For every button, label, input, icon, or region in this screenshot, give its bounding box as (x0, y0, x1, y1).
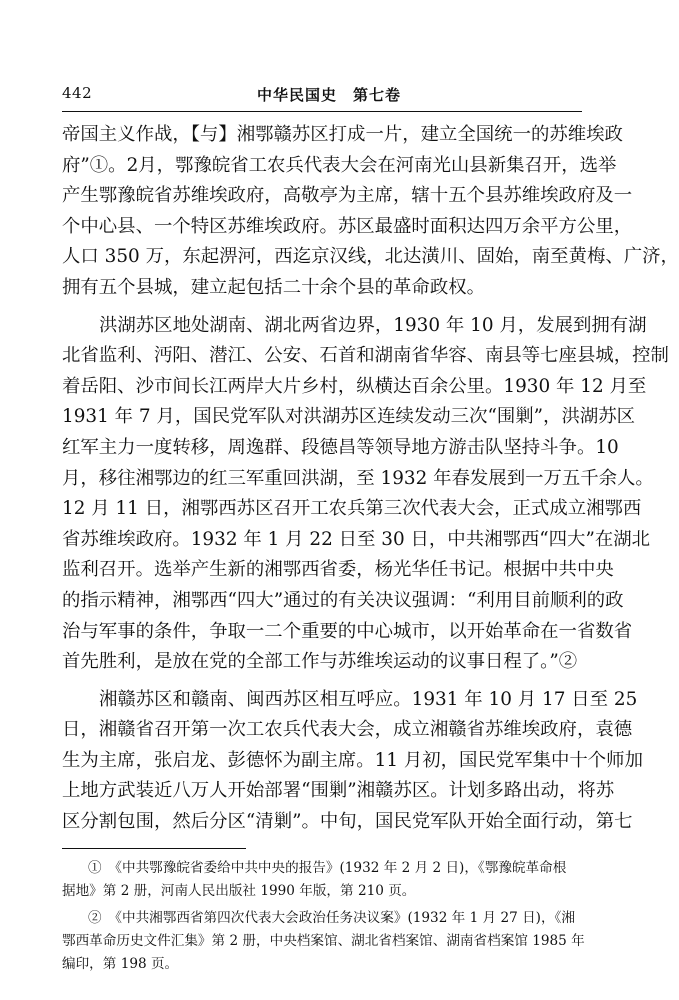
text-line: 1931 年 7 月，国民党军队对洪湖苏区连续发动三次“围剿”，洪湖苏区 (62, 406, 636, 428)
text-line: 12 月 11 日，湘鄂西苏区召开工农兵第三次代表大会，正式成立湘鄂西 (62, 498, 642, 520)
text-line: 红军主力一度转移，周逸群、段德昌等领导地方游击队坚持斗争。10 (62, 436, 619, 458)
footnotes (62, 857, 585, 976)
text-line: 月，移往湘鄂边的红三军重回洪湖，至 1932 年春发展到一万五千余人。 (62, 467, 654, 489)
text-line: 区分割包围，然后分区“清剿”。中旬，国民党军队开始全面行动，第七 (62, 811, 633, 833)
footnote-line: 鄂西革命历史文件汇集》第 2 册，中央档案馆、湖北省档案馆、湖南省档案馆 1985 年 (62, 933, 585, 949)
text-line: 着岳阳、沙市间长江两岸大片乡村，纵横达百余公里。1930 年 12 月至 (62, 375, 647, 397)
text-line: 帝国主义作战，【与】湘鄂赣苏区打成一片，建立全国统一的苏维埃政 (62, 124, 623, 145)
text-line: 生为主席，张启龙、彭德怀为副主席。11 月初，国民党军集中十个师加 (62, 749, 643, 771)
body-text (62, 120, 679, 838)
header-rule (62, 111, 582, 112)
text-line: 个中心县、一个特区苏维埃政府。苏区最盛时面积达四万余平方公里， (62, 215, 633, 237)
text-line: 的指示精神，湘鄂西“四大”通过的有关决议强调：“利用目前顺利的政 (62, 589, 624, 611)
page-number: 442 (62, 84, 93, 102)
text-line: 洪湖苏区地处湖南、湖北两省边界，1930 年 10 月，发展到拥有湖 (99, 314, 647, 336)
text-line: 治与军事的条件，争取一二个重要的中心城市，以开始革命在一省数省 (62, 620, 633, 642)
running-title: 中华民国史 第七卷 (257, 86, 402, 104)
footnote-line: ② 《中共湘鄂西省第四次代表大会政治任务决议案》(1932 年 1 月 27 日)，《湘 (88, 910, 575, 926)
text-line: 府”①。2月，鄂豫皖省工农兵代表大会在河南光山县新集召开，选举 (62, 154, 617, 176)
text-line: 监利召开。选举产生新的湘鄂西省委，杨光华任书记。根据中共中央 (62, 559, 614, 581)
text-line: 北省监利、沔阳、潜江、公安、石首和湖南省华容、南县等七座县城，控制 (62, 345, 669, 367)
text-line: 首先胜利，是放在党的全部工作与苏维埃运动的议事日程了。”② (62, 651, 578, 673)
text-line: 上地方武装近八万人开始部署“围剿”湘赣苏区。计划多路出动，将苏 (62, 780, 615, 802)
text-line: 省苏维埃政府。1932 年 1 月 22 日至 30 日，中共湘鄂西“四大”在湖北 (62, 528, 651, 550)
footnote-line: ① 《中共鄂豫皖省委给中共中央的报告》(1932 年 2 月 2 日)，《鄂豫皖革命根 (88, 860, 567, 876)
text-line: 日，湘赣省召开第一次工农兵代表大会，成立湘赣省苏维埃政府，袁德 (62, 719, 633, 741)
text-line: 产生鄂豫皖省苏维埃政府，高敬亭为主席，辖十五个县苏维埃政府及一 (62, 185, 633, 207)
footnote-line: 据地》第 2 册，河南人民出版社 1990 年版，第 210 页。 (62, 883, 416, 899)
footnote-line: 编印，第 198 页。 (62, 956, 179, 972)
text-line: 人口 350 万，东起淠河，西迄京汉线，北达潢川、固始，南至黄梅、广济， (62, 246, 679, 268)
page-header (62, 84, 582, 108)
text-line: 湘赣苏区和赣南、闽西苏区相互呼应。1931 年 10 月 17 日至 25 (99, 688, 638, 710)
text-line: 拥有五个县城，建立起包括二十余个县的革命政权。 (62, 276, 485, 298)
footnote-rule (62, 848, 246, 849)
